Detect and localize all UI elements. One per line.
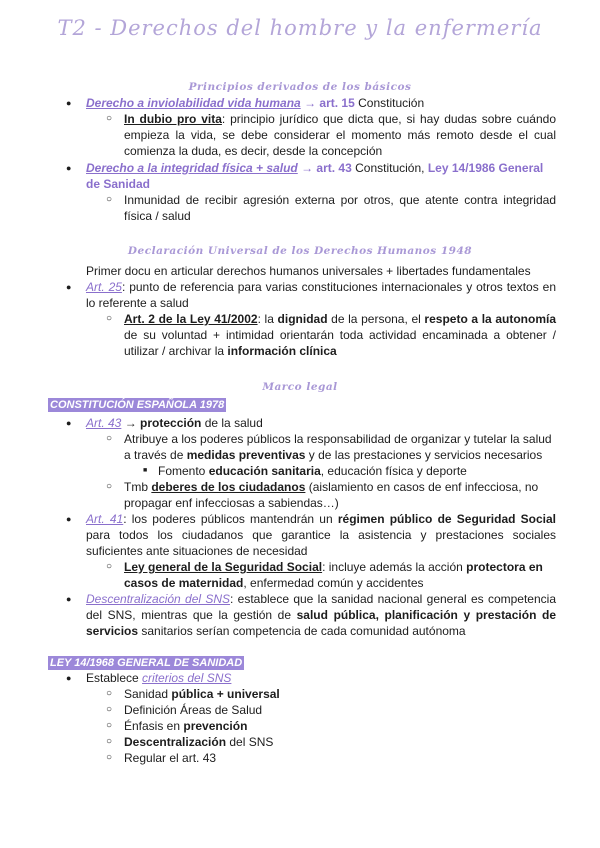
circle-bullet-icon: ○ (106, 704, 113, 715)
highlight-label-constitucion: CONSTITUCIÓN ESPAÑOLA 1978 (50, 399, 225, 411)
text: : los poderes públicos mantendrán un (123, 512, 338, 526)
link-derecho-vida[interactable]: Derecho a inviolabilidad vida humana (86, 96, 301, 110)
square-bullet-icon: ■ (143, 467, 148, 474)
text: y de las prestaciones y servicios necesarios (305, 448, 543, 462)
list-item (66, 415, 556, 431)
text: Énfasis en (124, 719, 184, 733)
bullet-icon: ● (66, 673, 72, 683)
bold-text: prevención (183, 719, 248, 733)
paragraph: Primer docu en articular derechos humanos universales + libertades fundamentales (86, 264, 531, 278)
bold-text: salud pública, planificación y prestación de servicios (86, 608, 557, 638)
circle-bullet-icon: ○ (106, 736, 113, 747)
term: In dubio pro vita (124, 112, 222, 126)
text: sanitarios serían competencia de cada comunidad autónoma (138, 624, 466, 638)
text: Sanidad (124, 687, 172, 701)
text: (aislamiento en casos de enf infecciosa, no propagar enf infecciosas a sabiendas…) (124, 480, 539, 510)
text: Fomento (158, 464, 209, 478)
text: Regular el art. 43 (124, 751, 217, 765)
list-item (106, 431, 556, 463)
text: Definición Áreas de Salud (124, 703, 263, 717)
list-item (106, 750, 556, 766)
link-art-25[interactable]: Art. 25 (86, 280, 122, 294)
circle-bullet-icon: ○ (106, 481, 113, 492)
link-descentralizacion[interactable]: Descentralización del SNS (86, 592, 231, 606)
text: de la salud (201, 416, 263, 430)
bullet-icon: ● (66, 163, 72, 173)
section-heading-principios: Principios derivados de los básicos (188, 81, 412, 93)
bullet-icon: ● (66, 98, 72, 108)
text: , educación física y deporte (320, 464, 467, 478)
text: Constitución (354, 96, 425, 110)
bold-text: respeto a la autonomía (424, 312, 557, 326)
term: deberes de los ciudadanos (151, 480, 306, 494)
text: : punto de referencia para varias constituciones internacionales y otros textos en lo referente a salud (86, 280, 557, 310)
link-criterios-sns[interactable]: criterios del SNS (142, 671, 232, 685)
article-ref: → art. 43 (297, 161, 352, 175)
text: Constitución, (351, 161, 428, 175)
list-item (66, 591, 557, 639)
bullet-icon: ● (66, 282, 72, 292)
circle-bullet-icon: ○ (106, 194, 113, 205)
list-item (143, 463, 556, 479)
term: Art. 2 de la Ley 41/2002 (124, 312, 258, 326)
arrow: → (121, 416, 141, 430)
section-heading-marco: Marco legal (262, 381, 338, 393)
article-ref: → art. 15 (300, 96, 355, 110)
text: : principio jurídico que dicta que, si hay dudas sobre cuándo empieza la vida, se debe considerar el momento más remoto desde el cual comienza la duda, es decir, desde la concepción (124, 112, 557, 158)
list-item (106, 192, 556, 224)
highlight-label-ley: LEY 14/1968 GENERAL DE SANIDAD (50, 657, 243, 669)
bold-text: protectora en casos de maternidad (124, 560, 543, 590)
bold-text: régimen público de Seguridad Social (337, 512, 556, 526)
circle-bullet-icon: ○ (106, 561, 113, 572)
circle-bullet-icon: ○ (106, 313, 113, 324)
bold-text: dignidad (277, 312, 328, 326)
text: del SNS (226, 735, 274, 749)
list-item (66, 279, 557, 311)
text: : la (257, 312, 278, 326)
bold-text: educación sanitaria (208, 464, 321, 478)
list-item (106, 718, 556, 734)
list-item (106, 702, 556, 718)
bullet-icon: ● (66, 418, 72, 428)
circle-bullet-icon: ○ (106, 752, 113, 763)
circle-bullet-icon: ○ (106, 720, 113, 731)
list-item (66, 511, 556, 559)
circle-bullet-icon: ○ (106, 113, 113, 124)
list-item (106, 111, 557, 159)
bold-text: protección (140, 416, 202, 430)
page-title: T2 - Derechos del hombre y la enfermería (57, 16, 543, 40)
bullet-icon: ● (66, 594, 72, 604)
circle-bullet-icon: ○ (106, 688, 113, 699)
text: Atribuye a los poderes públicos la responsabilidad de organizar y tutelar la salud a través de (124, 432, 552, 462)
list-item (106, 479, 556, 511)
text: Tmb (124, 480, 152, 494)
text: para todos los ciudadanos que garantice la asistencia y prestaciones sociales suficientes ante situaciones de necesidad (86, 528, 556, 558)
text: de su voluntad + intimidad orientarán toda actividad encaminada a obtener / utilizar / archivar la (124, 328, 556, 358)
list-item (66, 95, 556, 111)
list-item (106, 734, 556, 750)
text: Inmunidad de recibir agresión externa por otros, que atente contra integridad física / salud (124, 193, 556, 223)
text: : establece que la sanidad nacional general es competencia del SNS, mientras que la gestión de (86, 592, 556, 622)
list-item (106, 559, 556, 591)
bold-text: medidas preventivas (186, 448, 306, 462)
link-derecho-integridad[interactable]: Derecho a la integridad física + salud (86, 161, 298, 175)
text: : incluye además la acción (322, 560, 467, 574)
circle-bullet-icon: ○ (106, 433, 113, 444)
section-heading-declaracion: Declaración Universal de los Derechos Humanos 1948 (127, 245, 473, 257)
text: de la persona, el (327, 312, 425, 326)
term: Ley general de la Seguridad Social (124, 560, 323, 574)
list-item (66, 160, 556, 192)
bold-text: Descentralización (124, 735, 227, 749)
bullet-icon: ● (66, 514, 72, 524)
bold-text: información clínica (227, 344, 337, 358)
list-item (106, 311, 557, 359)
text: Establece (86, 671, 143, 685)
list-item (66, 670, 556, 686)
law-ref: Ley 14/1986 General de Sanidad (86, 161, 544, 191)
text: , enfermedad común y accidentes (243, 576, 424, 590)
link-art-43[interactable]: Art. 43 (86, 416, 122, 430)
list-item (106, 686, 556, 702)
link-art-41[interactable]: Art. 41 (86, 512, 124, 526)
bold-text: pública + universal (171, 687, 280, 701)
